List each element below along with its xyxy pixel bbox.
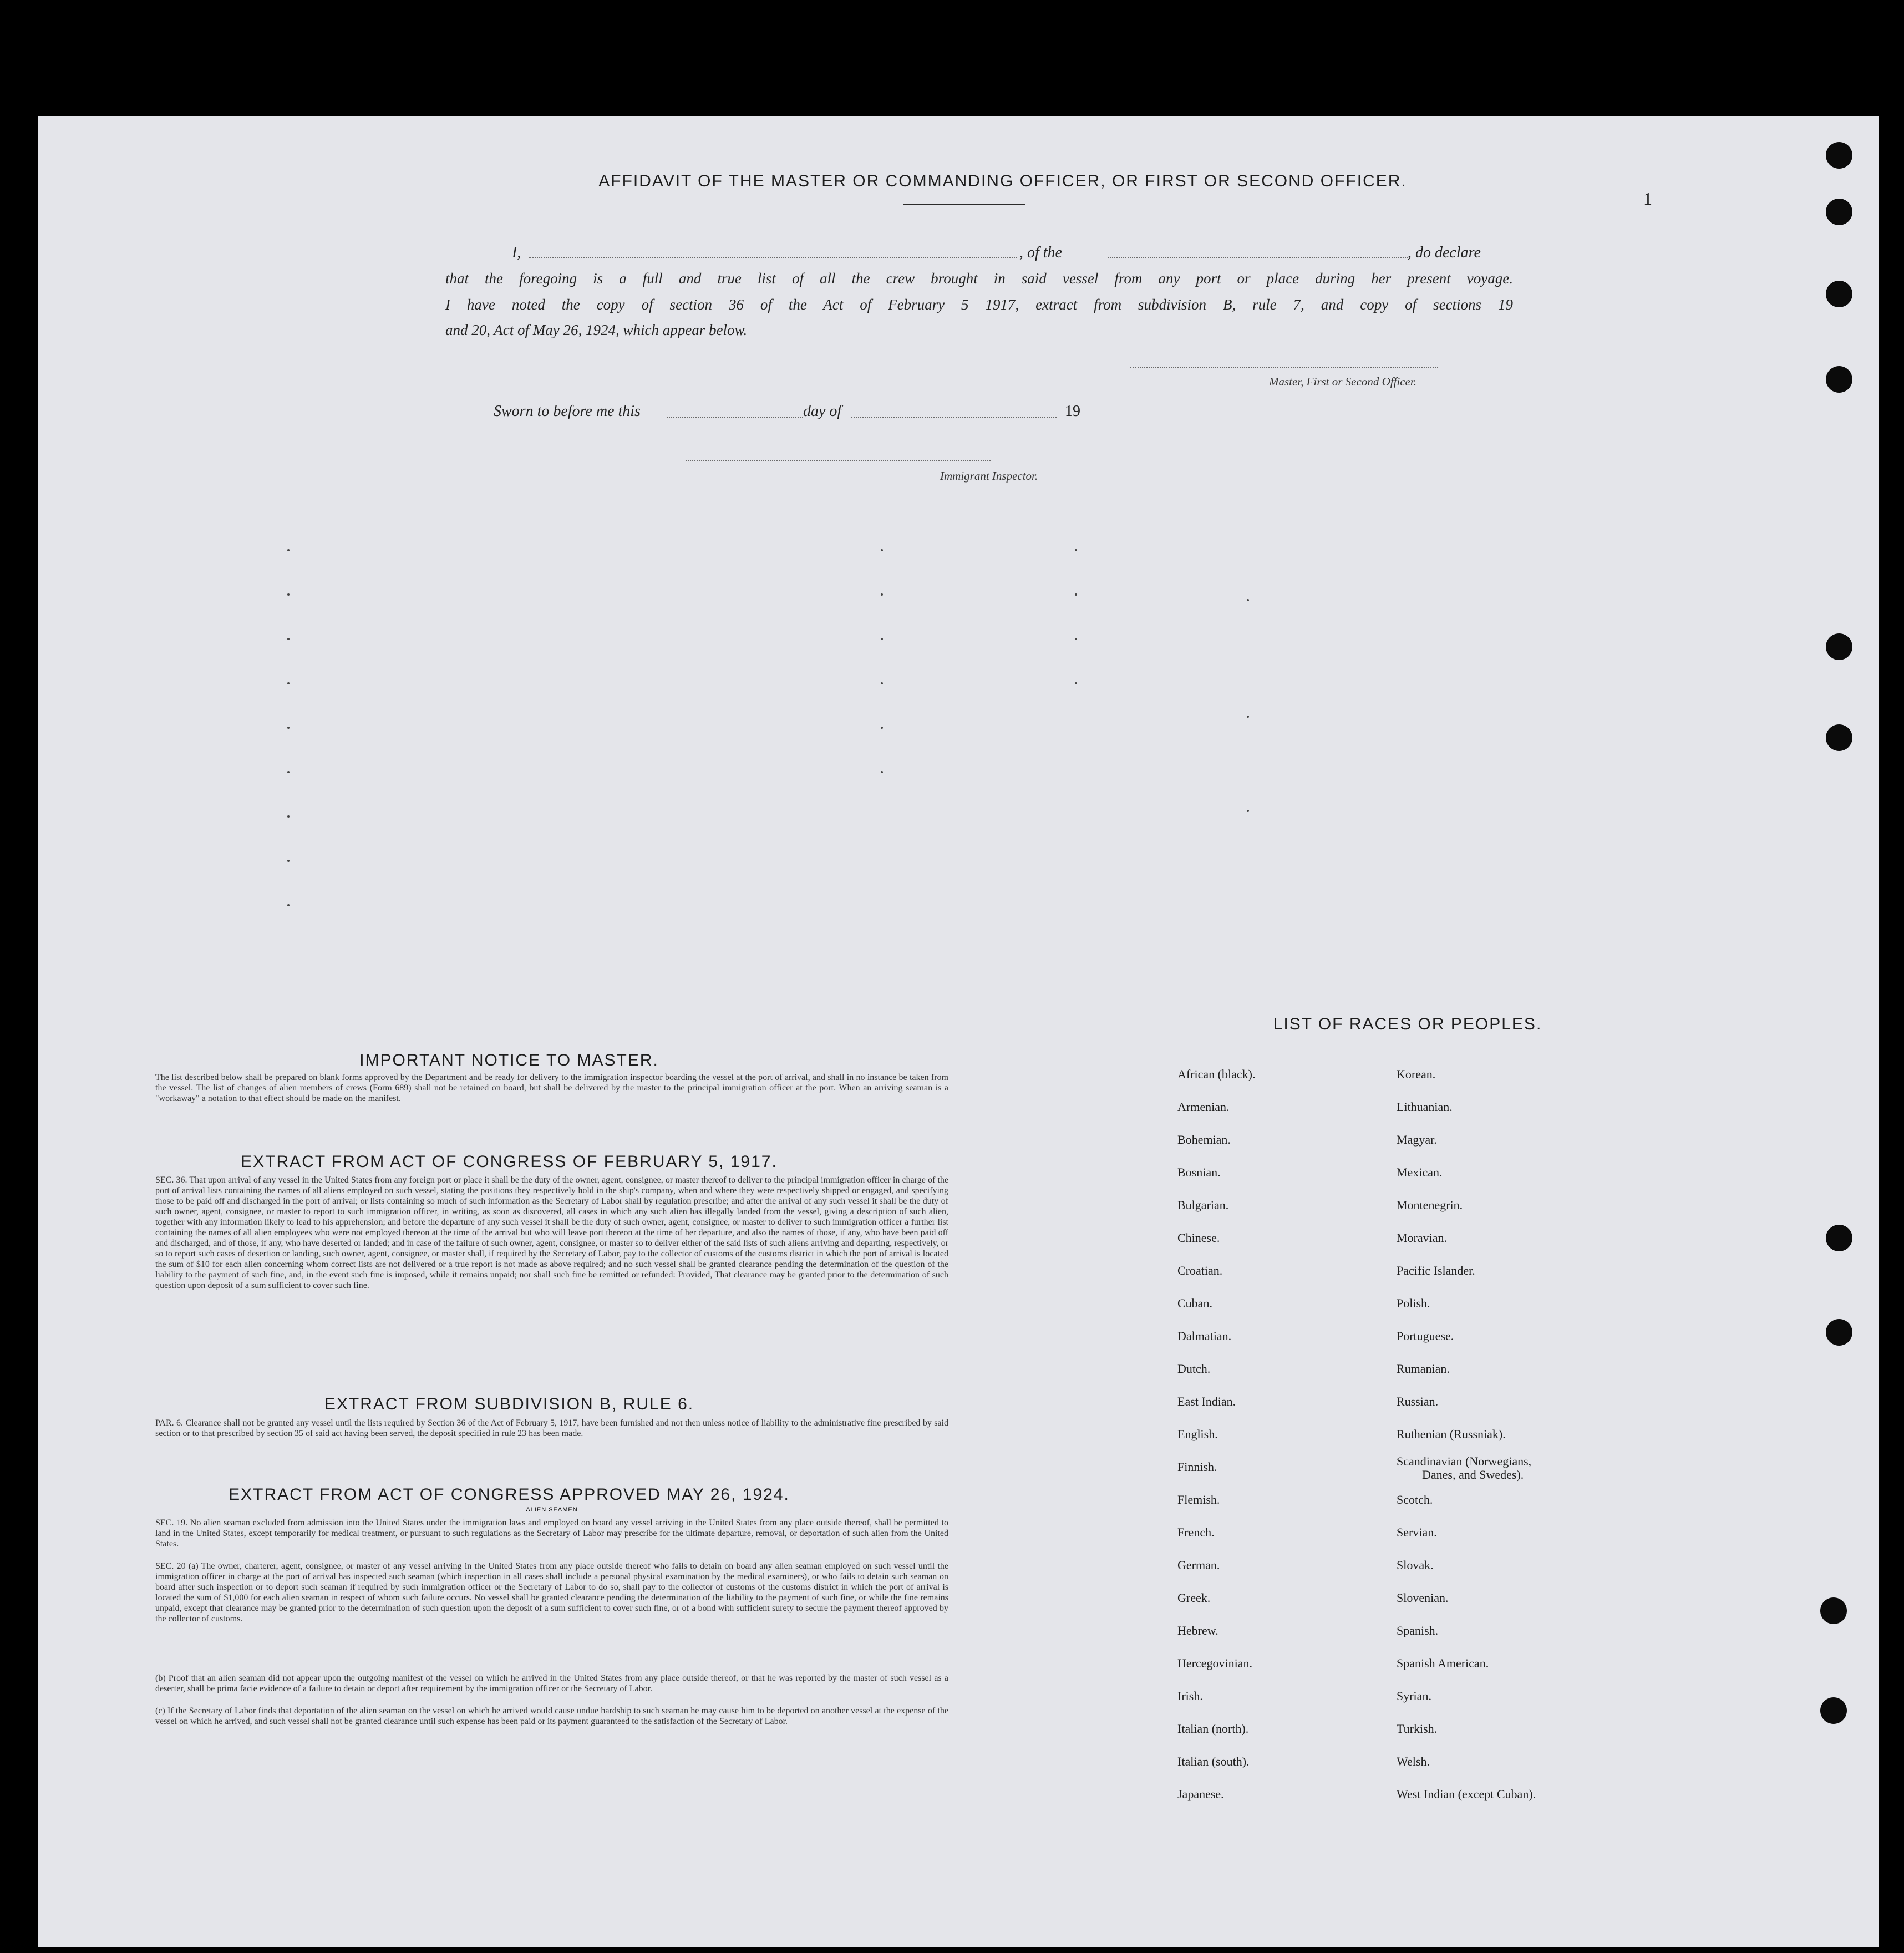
race-item: Turkish. (1397, 1722, 1438, 1736)
master-signature-label: Master, First or Second Officer. (1269, 375, 1416, 388)
race-item: Slovak. (1397, 1558, 1434, 1572)
do-declare-label: , do declare (1408, 244, 1481, 261)
speck (1075, 638, 1077, 640)
punch-hole (1826, 1225, 1852, 1251)
of-the-label: , of the (1019, 244, 1062, 261)
race-item: Servian. (1397, 1525, 1437, 1539)
race-item: Pacific Islander. (1397, 1264, 1475, 1277)
extract-1917-title: EXTRACT FROM ACT OF CONGRESS OF FEBRUARY 5, 1917. (241, 1153, 778, 1171)
race-item: Ruthenian (Russniak). (1397, 1427, 1506, 1441)
speck (881, 593, 883, 596)
race-item: Dutch. (1177, 1362, 1211, 1376)
speck (1075, 682, 1077, 684)
race-item: Welsh. (1397, 1754, 1430, 1768)
race-item: Mexican. (1397, 1165, 1443, 1179)
speck (1075, 549, 1077, 551)
race-item: Korean. (1397, 1067, 1436, 1081)
race-item: Montenegrin. (1397, 1198, 1463, 1212)
race-item: East Indian. (1177, 1394, 1236, 1408)
speck (287, 727, 290, 729)
declaration-line-2: that the foregoing is a full and true list of all the crew brought in said vessel from any port or place during her present voyage. (445, 270, 1513, 287)
punch-hole (1826, 1319, 1852, 1346)
race-item: West Indian (except Cuban). (1397, 1787, 1536, 1801)
extract-1924-sec20b: (b) Proof that an alien seaman did not appear upon the outgoing manifest of the vessel on which he arrived in the United States from any place outside thereof, or that he was reported by the master of such vessel as a deserter, shall be prima facie evidence of a failure to detain or deport after requirement by the immigration officer or the Secretary of Labor. (155, 1673, 948, 1693)
race-item: Bohemian. (1177, 1133, 1231, 1147)
race-item: Italian (north). (1177, 1722, 1249, 1736)
speck (287, 815, 290, 818)
race-item: Bosnian. (1177, 1165, 1221, 1179)
punch-hole (1826, 281, 1852, 307)
extract-1924-title: EXTRACT FROM ACT OF CONGRESS APPROVED MAY 26, 1924. (229, 1485, 790, 1504)
declaration-line-3: I have noted the copy of section 36 of the Act of February 5 1917, extract from subdivision B, rule 7, and copy of sections 19 (445, 296, 1513, 313)
punch-hole (1826, 633, 1852, 660)
speck (881, 771, 883, 773)
race-item: Slovenian. (1397, 1591, 1449, 1605)
race-item: Greek. (1177, 1591, 1211, 1605)
race-item: Scandinavian (Norwegians, (1397, 1454, 1532, 1468)
punch-hole (1826, 724, 1852, 751)
declarant-prefix: I, (512, 244, 521, 261)
extract-1924-sec19: SEC. 19. No alien seaman excluded from admission into the United States under the immigration laws and employed on board any vessel arriving in the United States from any place outside thereof, shall be permitted to land in the United States, except temporarily for medical treatment, or pursuant to such regulations as the Secretary of Labor may prescribe for the ultimate departure, removal, or deportation of such alien from the United States. (155, 1518, 948, 1549)
race-item: African (black). (1177, 1067, 1256, 1081)
race-item: Hebrew. (1177, 1624, 1218, 1637)
speck (1247, 810, 1249, 812)
extract-1924-sec20a: SEC. 20 (a) The owner, charterer, agent, consignee, or master of any vessel arriving in the United States from any place outside thereof who fails to detain on board any alien seaman employed on such vessel until the immigration officer in charge at the port of arrival has inspected such seaman (which inspection in all cases shall include a personal physical examination by the medical examiners), or who fails to detain such seaman on board after such inspection or to deport such seaman if required by such immigration officer or the Secretary of Labor to do so, shall pay to the collector of customs of the customs district in which the port of arrival is located the sum of $1,000 for each alien seaman in respect of whom such failure occurs. No vessel shall be granted clearance pending the determination of the liability to the payment of such fine, or while the fine remains unpaid, except that clearance may be granted prior to the determination of such question upon the deposit of a sum sufficient to cover such fine, or of a bond with sufficient surety to secure the payment thereof approved by the collector of customs. (155, 1561, 948, 1624)
race-item: Polish. (1397, 1296, 1430, 1310)
year-prefix: 19 (1065, 403, 1080, 420)
extract-rule6-body: PAR. 6. Clearance shall not be granted any vessel until the lists required by Section 36 of the Act of February 5, 1917, have been furnished and not then unless notice of liability to the administrative fine prescribed by said section or to that prescribed by section 35 of said act having been served, the deposit specified in rule 23 has been made. (155, 1418, 948, 1438)
declarant-name-field[interactable] (529, 257, 1017, 258)
speck (287, 549, 290, 551)
race-item: Magyar. (1397, 1133, 1437, 1147)
notice-body: The list described below shall be prepared on blank forms approved by the Department and be ready for delivery to the immigration inspector boarding the vessel at the port of arrival, and shall in no instance be taken from the vessel. The list of changes of alien members of crews (Form 689) shall not be retained on board, but shall be delivered by the master to the principal immigration officer at the port. When an arriving seaman is a "workaway" a notation to that effect should be made on the manifest. (155, 1073, 948, 1103)
sworn-day-field[interactable] (667, 417, 803, 418)
speck (1247, 716, 1249, 718)
speck (287, 593, 290, 596)
form-sheet (38, 116, 1879, 1947)
race-item: Hercegovinian. (1177, 1656, 1252, 1670)
punch-hole (1820, 1697, 1847, 1724)
day-of-label: day of (803, 403, 842, 420)
extract-1924-sec20c: (c) If the Secretary of Labor finds that deportation of the alien seaman on the vessel on which he arrived would cause undue hardship to such seaman he may cause him to be deported on another vessel at the expense of the vessel on which he arrived, and such vessel shall not be granted clearance until such expense has been paid or its payment guaranteed to the satisfaction of the Secretary of Labor. (155, 1706, 948, 1726)
race-item: Irish. (1177, 1689, 1203, 1703)
speck (287, 771, 290, 773)
inspector-signature-field[interactable] (686, 460, 991, 461)
race-item: Italian (south). (1177, 1754, 1250, 1768)
race-item: Armenian. (1177, 1100, 1230, 1114)
race-item: Lithuanian. (1397, 1100, 1453, 1114)
speck (287, 860, 290, 862)
race-item: Syrian. (1397, 1689, 1431, 1703)
speck (881, 727, 883, 729)
punch-hole (1826, 366, 1852, 393)
race-item: Russian. (1397, 1394, 1439, 1408)
vessel-name-field[interactable] (1108, 257, 1408, 258)
punch-hole (1820, 1597, 1847, 1624)
punch-hole (1826, 142, 1852, 169)
inspector-label: Immigrant Inspector. (940, 469, 1038, 483)
races-title: LIST OF RACES OR PEOPLES. (1273, 1015, 1542, 1033)
race-item: Spanish. (1397, 1624, 1439, 1637)
affidavit-title: AFFIDAVIT OF THE MASTER OR COMMANDING OFFICER, OR FIRST OR SECOND OFFICER. (598, 172, 1407, 190)
race-item: Croatian. (1177, 1264, 1223, 1277)
sworn-month-field[interactable] (851, 417, 1057, 418)
race-item: French. (1177, 1525, 1215, 1539)
alien-seamen-subtitle: ALIEN SEAMEN (526, 1506, 578, 1513)
race-item: Flemish. (1177, 1493, 1220, 1506)
race-item: Chinese. (1177, 1231, 1220, 1245)
sworn-label: Sworn to before me this (494, 403, 641, 420)
race-item: Cuban. (1177, 1296, 1212, 1310)
race-item: Spanish American. (1397, 1656, 1489, 1670)
speck (1075, 593, 1077, 596)
race-item: German. (1177, 1558, 1220, 1572)
speck (287, 682, 290, 684)
race-item: Japanese. (1177, 1787, 1224, 1801)
speck (881, 638, 883, 640)
extract-1917-body: SEC. 36. That upon arrival of any vessel in the United States from any foreign port or place it shall be the duty of the owner, agent, consignee, or master thereof to deliver to the principal immigration officer in charge of the port of arrival lists containing the names of all aliens employed on such vessel, stating the positions they respectively hold in the ship's company, when and where they were respectively shipped or engaged, and specifying those to be paid off and discharged in the port of arrival; or lists containing so much of such information as the Secretary of Labor shall by regulation prescribe; and after the arrival of any such vessel it shall be the duty of such owner, agent, consignee, or master to report to such immigration officer, in writing, as soon as discovered, all cases in which any such alien has illegally landed from the vessel, giving a description of such alien, together with any information likely to lead to his apprehension; and before the departure of any such vessel it shall be the duty of such owner, agent, consignee, or master to deliver to such immigration officer a further list containing the names of all alien employees who were not employed thereon at the time of the arrival but who will leave port thereon at the time of her departure, and also the names of those, if any, who have been paid off and discharged, and of those, if any, who have deserted or landed; and in case of the failure of such owner, agent, consignee, or master so to deliver either of the said lists of such aliens arriving and departing, respectively, or so to report such cases of desertion or landing, such owner, agent, consignee, or master shall, if required by the Secretary of Labor, pay to the collector of customs of the customs district in which the port of arrival is located the sum of $10 for each alien concerning whom correct lists are not delivered or a true report is not made as above required; and no such vessel shall be granted clearance pending the determination of the question of the liability to the payment of such fine, and, in the event such fine is imposed, while it remains unpaid; nor shall such fine be remitted or refunded: Provided, That clearance may be granted prior to the determination of such question upon deposit of a sum sufficient to cover such fine. (155, 1175, 948, 1290)
race-item: Rumanian. (1397, 1362, 1450, 1376)
speck (1247, 599, 1249, 601)
master-signature-field[interactable] (1130, 367, 1438, 368)
extract-rule6-title: EXTRACT FROM SUBDIVISION B, RULE 6. (324, 1395, 694, 1413)
declaration-line-4: and 20, Act of May 26, 1924, which appear below. (445, 322, 748, 338)
race-item: Dalmatian. (1177, 1329, 1232, 1343)
title-underline (903, 204, 1025, 205)
notice-title: IMPORTANT NOTICE TO MASTER. (359, 1051, 659, 1069)
speck (881, 682, 883, 684)
race-item: Finnish. (1177, 1460, 1217, 1474)
race-item: Bulgarian. (1177, 1198, 1229, 1212)
race-item: Scotch. (1397, 1493, 1433, 1506)
punch-hole (1826, 199, 1852, 225)
speck (287, 904, 290, 906)
speck (287, 638, 290, 640)
race-item: Danes, and Swedes). (1422, 1468, 1524, 1482)
race-item: Portuguese. (1397, 1329, 1454, 1343)
race-item: English. (1177, 1427, 1218, 1441)
corner-mark: 1 (1643, 189, 1652, 209)
speck (881, 549, 883, 551)
race-item: Moravian. (1397, 1231, 1448, 1245)
